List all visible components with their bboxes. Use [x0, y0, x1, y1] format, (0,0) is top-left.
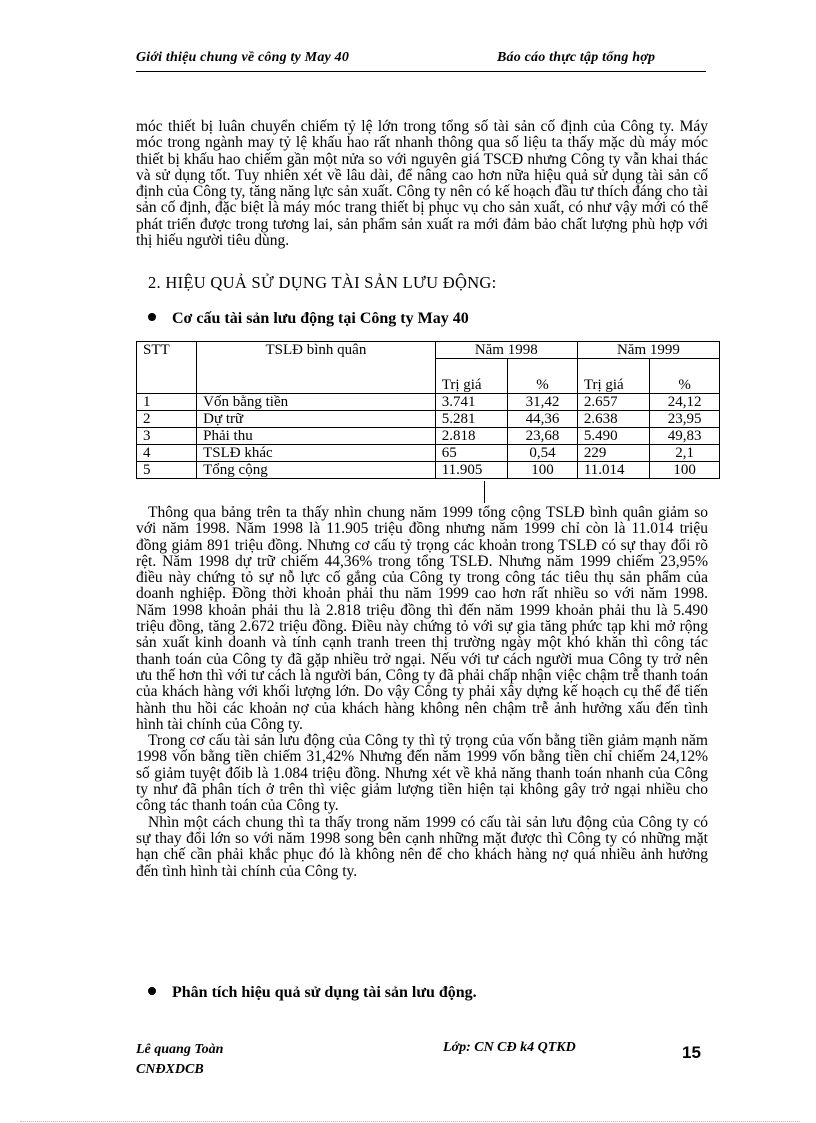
page-number: 15	[682, 1043, 701, 1062]
cell-p98: 23,68	[508, 428, 578, 445]
cell-v98: 3.741	[435, 394, 508, 411]
asset-structure-table	[136, 341, 720, 479]
paragraph-1: Thông qua bảng trên ta thấy nhìn chung năm 1999 tổng cộng TSLĐ bình quân giảm so với năm 1998. Năm 1998 là 11.905 triệu đồng nhưng năm 1999 chỉ còn là 11.014 triệu đồng giảm 891 triệu đồng. Nhưng cơ cấu tỷ trọng các khoản trong TSLĐ có sự thay đổi rõ rệt. Năm 1998 dự trữ chiếm 44,36% trong tổng TSLĐ. Nhưng năm 1999 chiếm 23,95% điều này chứng tỏ sự nỗ lực cố gắng của Công ty trong công tác tiêu thụ sản phẩm của doanh nghiệp. Đồng thời khoản phải thu năm 1999 cao hơn rất nhiều so với năm 1998. Năm 1998 khoản phải thu là 2.818 triệu đồng thì đến năm 1999 khoản phải thu là 5.490 triệu đồng, tăng 2.672 triệu đồng. Điều này chứng tỏ với sự gia tăng phức tạp khi mở rộng sản xuất kinh doanh và tính cạnh tranh treen thị trường ngày một khó khăn thì công tác thanh toán của Công ty đã gặp nhiều trở ngại. Nếu với tư cách người mua Công ty trở nên ưu thế hơn thì với tư cách là người bán, Công ty đã phải chấp nhận việc chậm trễ thanh toán của khách hàng với khối lượng lớn. Do vậy Công ty phải xây dựng kế hoạch cụ thể để tiến hành thu hồi các khoản nợ của khách hàng không nên chậm trễ ảnh hưởng xấu đến tình hình tài chính của Công ty.	[136, 504, 708, 733]
table-row	[137, 428, 720, 445]
page-bottom-divider	[20, 1121, 800, 1122]
th-1999: Năm 1999	[577, 342, 719, 359]
th-pct-1998: %	[508, 359, 578, 394]
footer-author-name: Lê quang Toàn	[136, 1042, 224, 1057]
cell-v99: 11.014	[577, 462, 650, 479]
cell-name: Tổng cộng	[197, 462, 436, 479]
table-row	[137, 394, 720, 411]
table-row	[137, 411, 720, 428]
cell-v98: 65	[435, 445, 508, 462]
th-item: TSLĐ bình quân	[197, 342, 436, 394]
header-right: Báo cáo thực tập tổng hợp	[497, 50, 656, 65]
cell-p98: 100	[508, 462, 578, 479]
th-stt: STT	[137, 342, 197, 394]
header-divider	[136, 71, 706, 72]
cell-name: Phải thu	[197, 428, 436, 445]
bullet-dot-icon	[148, 313, 156, 321]
header-left: Giới thiệu chung về công ty May 40	[136, 50, 350, 65]
bullet-structure-label: Cơ cấu tài sản lưu động tại Công ty May 40	[172, 310, 469, 327]
footer-author	[136, 1040, 223, 1080]
footer-class: Lớp: CN CĐ k4 QTKD	[443, 1040, 576, 1055]
th-pct-1999: %	[650, 359, 720, 394]
footer-author-dept: CNĐXDCB	[136, 1062, 204, 1077]
bullet-structure	[148, 310, 469, 328]
cell-v99: 5.490	[577, 428, 650, 445]
cell-v98: 5.281	[435, 411, 508, 428]
bullet-analysis-label: Phân tích hiệu quả sử dụng tài sản lưu động.	[172, 984, 477, 1001]
cell-stt: 3	[137, 428, 197, 445]
cell-v99: 2.638	[577, 411, 650, 428]
table-row	[137, 445, 720, 462]
paragraph-3: Nhìn một cách chung thì ta thấy trong năm 1999 có cấu tài sản lưu động của Công ty có sự thay đổi lớn so với năm 1998 song bên cạnh những mặt được thì Công ty có những mặt hạn chế cần phải khắc phục đó là không nên để cho khách hàng nợ quá nhiều ảnh hưởng đến tình hình tài chính của Công ty.	[136, 813, 708, 880]
cell-stt: 2	[137, 411, 197, 428]
cell-stt: 1	[137, 394, 197, 411]
cell-p99: 49,83	[650, 428, 720, 445]
cell-p98: 44,36	[508, 411, 578, 428]
intro-paragraph	[136, 119, 708, 249]
section-heading: 2. HIỆU QUẢ SỬ DỤNG TÀI SẢN LƯU ĐỘNG:	[148, 273, 497, 292]
cell-stt: 5	[137, 462, 197, 479]
cell-p99: 100	[650, 462, 720, 479]
th-1998: Năm 1998	[435, 342, 577, 359]
cell-v98: 11.905	[435, 462, 508, 479]
cell-p99: 24,12	[650, 394, 720, 411]
th-value-1999: Trị giá	[577, 359, 650, 394]
cell-stt: 4	[137, 445, 197, 462]
paragraph-2: Trong cơ cấu tài sản lưu động của Công ty thì tỷ trọng của vốn bằng tiền giảm mạnh năm 1998 vốn bằng tiền chiếm 31,42% Nhưng đến năm 1999 vốn bằng tiền chỉ chiếm 24,12% số giảm tuyệt đốib là 1.084 triệu đồng. Nhưng xét về khả năng thanh toán nhanh của Công ty như đã phân tích ở trên thì việc giảm lượng tiền hiện tại không gây trở ngại nhiều cho công tác thanh toán của Công ty.	[136, 732, 708, 815]
cell-p98: 0,54	[508, 445, 578, 462]
cell-p98: 31,42	[508, 394, 578, 411]
th-value-1998: Trị giá	[435, 359, 508, 394]
cell-name: Vốn bằng tiền	[197, 394, 436, 411]
intro-text: móc thiết bị luân chuyển chiếm tỷ lệ lớn trong tổng số tài sản cố định của Công ty. Máy móc trong ngành may tỷ lệ khấu hao rất nhanh thông qua số liệu ta thấy mặc dù máy móc thiết bị khấu hao chiếm gần một nửa so với nguyên giá TSCĐ nhưng Công ty vẫn khai thác và sử dụng tốt. Tuy nhiên xét về lâu dài, để nâng cao hơn nữa hiệu quả sử dụng tài sản cố định của Công ty, tăng năng lực sản xuất. Công ty nên có kế hoạch đầu tư thích đáng cho tài sản cố định, đặc biệt là máy móc trang thiết bị phục vụ cho sản xuất, có như vậy mới có thể phát triển được trong tương lai, sản phẩm sản xuất ra mới đảm bảo chất lượng phù hợp với thị hiếu người tiêu dùng.	[136, 118, 708, 250]
table-row-total	[137, 462, 720, 479]
cell-p99: 2,1	[650, 445, 720, 462]
body-text	[136, 505, 708, 880]
table-stray-line	[484, 481, 485, 503]
bullet-dot-icon	[148, 987, 156, 995]
cell-name: Dự trữ	[197, 411, 436, 428]
cell-v99: 229	[577, 445, 650, 462]
cell-v99: 2.657	[577, 394, 650, 411]
cell-v98: 2.818	[435, 428, 508, 445]
cell-p99: 23,95	[650, 411, 720, 428]
bullet-analysis	[148, 984, 477, 1002]
cell-name: TSLĐ khác	[197, 445, 436, 462]
